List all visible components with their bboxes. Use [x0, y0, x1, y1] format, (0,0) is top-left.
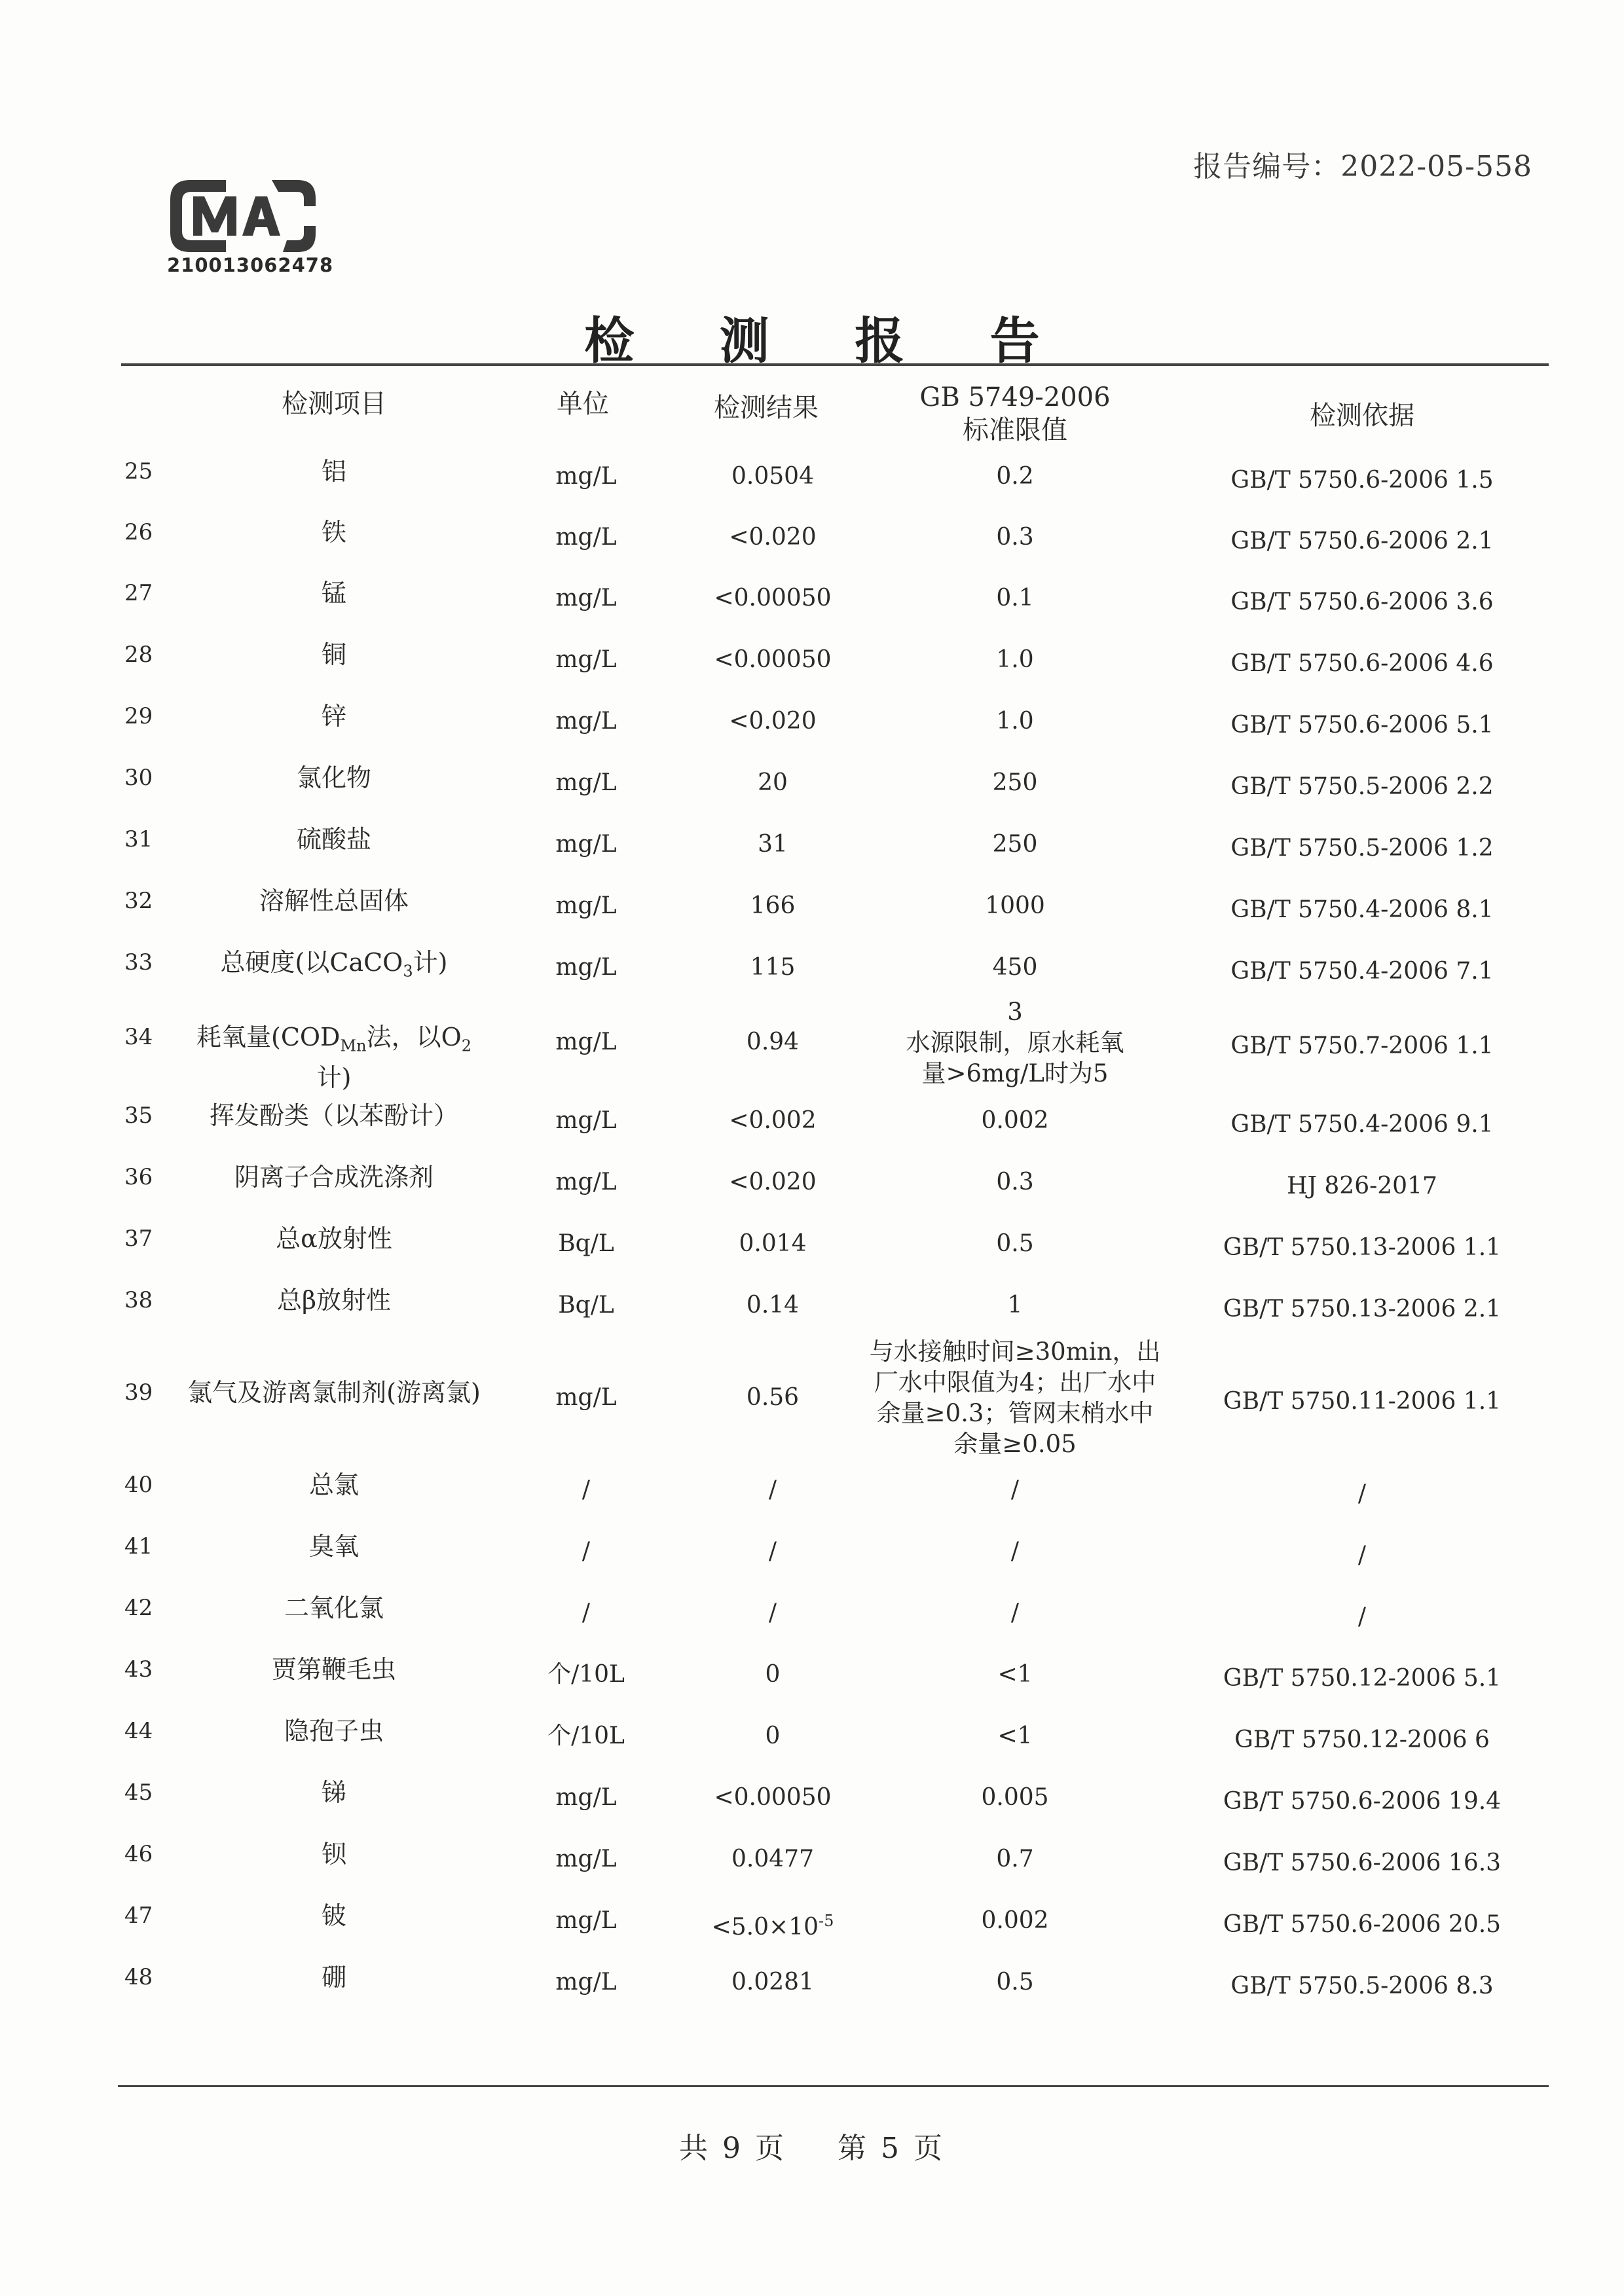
- limit-cell: 450: [992, 954, 1038, 981]
- unit-cell: mg/L: [555, 585, 617, 611]
- row-number: 37: [124, 1226, 153, 1252]
- unit-cell: mg/L: [555, 646, 617, 673]
- result-cell: /: [768, 1538, 777, 1565]
- item-name: 隐孢子虫: [284, 1717, 384, 1745]
- method-cell: /: [1357, 1542, 1367, 1569]
- method-cell: GB/T 5750.5-2006 8.3: [1230, 1973, 1494, 1999]
- row-number: 30: [124, 765, 153, 791]
- method-cell: GB/T 5750.12-2006 5.1: [1223, 1665, 1502, 1692]
- limit-cell: 0.1: [996, 585, 1034, 611]
- item-name-part: 耗氧量(COD: [196, 1023, 341, 1051]
- result-cell: <0.00050: [714, 1784, 832, 1811]
- item-name: 铍: [321, 1901, 346, 1930]
- item-name: 总α放射性: [276, 1224, 392, 1253]
- item-name: 锑: [321, 1778, 346, 1807]
- result-cell: <0.020: [729, 1169, 817, 1195]
- method-cell: GB/T 5750.6-2006 3.6: [1230, 589, 1494, 615]
- result-cell: 0.0504: [731, 463, 814, 490]
- row-number: 35: [124, 1102, 153, 1129]
- unit-cell: mg/L: [555, 463, 617, 490]
- row-number: 45: [124, 1779, 153, 1806]
- item-name: 氯化物: [296, 763, 371, 792]
- row-number: 34: [124, 1024, 153, 1050]
- result-cell: 31: [758, 831, 788, 858]
- result-cell: 0.014: [739, 1230, 807, 1257]
- row-number: 46: [124, 1841, 153, 1867]
- limit-cell: 0.3: [996, 524, 1034, 551]
- unit-cell: /: [581, 1599, 591, 1626]
- column-header-limit-line2: 标准限值: [963, 415, 1067, 445]
- unit-cell: mg/L: [555, 1846, 617, 1872]
- column-header-method: 检测依据: [1310, 401, 1414, 431]
- top-rule: [121, 363, 1549, 366]
- item-name: 阴离子合成洗涤剂: [234, 1163, 434, 1192]
- unit-cell: mg/L: [555, 1384, 617, 1411]
- item-name: 锌: [321, 702, 346, 731]
- method-cell: GB/T 5750.5-2006 2.2: [1230, 773, 1494, 800]
- result-cell: 0.14: [746, 1292, 800, 1319]
- cma-logo: [164, 167, 321, 265]
- item-name: 硼: [321, 1963, 346, 1992]
- result-cell: /: [768, 1599, 777, 1626]
- limit-cell: /: [1010, 1538, 1020, 1565]
- item-name-subscript: 2: [461, 1036, 471, 1055]
- method-cell: GB/T 5750.6-2006 4.6: [1230, 650, 1494, 677]
- method-cell: GB/T 5750.13-2006 1.1: [1223, 1234, 1502, 1261]
- unit-cell: mg/L: [555, 892, 617, 919]
- item-name: 硫酸盐: [296, 825, 371, 854]
- column-header-limit: [851, 381, 1179, 446]
- row-number: 43: [124, 1656, 153, 1683]
- limit-line: 3: [1007, 997, 1023, 1026]
- row-number: 42: [124, 1595, 153, 1621]
- row-number: 28: [124, 642, 153, 668]
- result-cell: /: [768, 1476, 777, 1503]
- limit-cell: 0.7: [996, 1846, 1034, 1872]
- unit-cell: mg/L: [555, 1784, 617, 1811]
- total-pages: 共 9 页: [679, 2132, 786, 2165]
- limit-cell: 250: [992, 831, 1038, 858]
- row-number: 33: [124, 949, 153, 975]
- limit-cell: 0.3: [996, 1169, 1034, 1195]
- item-name-part: 计): [413, 948, 448, 977]
- row-number: 26: [124, 519, 153, 545]
- item-name: [183, 1021, 485, 1093]
- column-header-result: 检测结果: [714, 393, 819, 423]
- limit-cell: 0.2: [996, 463, 1034, 490]
- row-number: 44: [124, 1718, 153, 1744]
- item-name: 铜: [321, 640, 346, 669]
- limit-cell: 0.002: [981, 1907, 1049, 1934]
- method-cell: GB/T 5750.6-2006 20.5: [1223, 1911, 1502, 1938]
- result-cell: <0.020: [729, 708, 817, 735]
- page-footer: [0, 2124, 1624, 2166]
- limit-cell: 1.0: [996, 646, 1034, 673]
- row-number: 47: [124, 1903, 153, 1929]
- method-cell: GB/T 5750.5-2006 1.2: [1230, 835, 1494, 862]
- result-cell: 115: [750, 954, 796, 981]
- result-cell: 0: [765, 1722, 781, 1749]
- row-number: 36: [124, 1164, 153, 1190]
- unit-cell: Bq/L: [558, 1292, 614, 1319]
- row-number: 31: [124, 826, 153, 852]
- unit-cell: /: [581, 1538, 591, 1565]
- unit-cell: mg/L: [555, 1907, 617, 1934]
- page-title: 检 测 报 告: [584, 312, 1074, 370]
- item-name: 贾第鞭毛虫: [271, 1655, 396, 1684]
- result-part: <5.0×10: [711, 1914, 819, 1941]
- item-name-part: 法，以O: [366, 1023, 462, 1051]
- unit-cell: mg/L: [555, 1169, 617, 1195]
- limit-cell: 1000: [985, 892, 1045, 919]
- result-cell: 0: [765, 1661, 781, 1688]
- limit-line: 厂水中限值为4；出厂水中: [874, 1368, 1156, 1396]
- item-name: 锰: [321, 579, 346, 608]
- method-cell: GB/T 5750.4-2006 9.1: [1230, 1111, 1494, 1138]
- result-superscript: -5: [819, 1912, 834, 1930]
- limit-cell: 0.002: [981, 1107, 1049, 1134]
- unit-cell: Bq/L: [558, 1230, 614, 1257]
- item-name: 氯气及游离氯制剂(游离氯): [187, 1378, 481, 1407]
- method-cell: HJ 826-2017: [1287, 1173, 1437, 1199]
- limit-cell: 0.5: [996, 1230, 1034, 1257]
- limit-cell: [845, 996, 1185, 1089]
- item-name-part: 计): [316, 1063, 352, 1092]
- unit-cell: mg/L: [555, 1107, 617, 1134]
- result-cell: 20: [758, 769, 788, 796]
- limit-cell: 1.0: [996, 708, 1034, 735]
- limit-cell: 250: [992, 769, 1038, 796]
- limit-cell: /: [1010, 1476, 1020, 1503]
- method-cell: GB/T 5750.4-2006 7.1: [1230, 958, 1494, 985]
- item-name: 钡: [321, 1840, 346, 1868]
- column-header-item: 检测项目: [282, 389, 386, 419]
- unit-cell: mg/L: [555, 831, 617, 858]
- item-name: [183, 947, 485, 987]
- result-cell: 0.94: [746, 1029, 800, 1055]
- limit-line: 余量≥0.3；管网末梢水中: [876, 1399, 1154, 1427]
- method-cell: GB/T 5750.6-2006 16.3: [1223, 1850, 1502, 1876]
- limit-line: 量>6mg/L时为5: [921, 1059, 1109, 1087]
- limit-cell: 0.005: [981, 1784, 1049, 1811]
- limit-cell: [845, 1336, 1185, 1459]
- current-page: 第 5 页: [838, 2132, 945, 2165]
- method-cell: GB/T 5750.7-2006 1.1: [1230, 1032, 1494, 1059]
- item-name: 臭氧: [308, 1532, 359, 1561]
- result-cell: [674, 1905, 871, 1943]
- item-name: 二氧化氯: [284, 1594, 384, 1622]
- row-number: 29: [124, 703, 153, 729]
- unit-cell: /: [581, 1476, 591, 1503]
- unit-cell: mg/L: [555, 1969, 617, 1995]
- result-cell: <0.002: [729, 1107, 817, 1134]
- unit-cell: 个/10L: [547, 1722, 625, 1749]
- limit-line: 与水接触时间≥30min，出: [869, 1338, 1161, 1366]
- method-cell: GB/T 5750.11-2006 1.1: [1223, 1388, 1502, 1415]
- unit-cell: mg/L: [555, 769, 617, 796]
- item-name-subscript: Mn: [340, 1036, 367, 1055]
- row-number: 38: [124, 1287, 153, 1313]
- limit-cell: <1: [997, 1661, 1033, 1688]
- result-cell: <0.00050: [714, 646, 832, 673]
- limit-line: 余量≥0.05: [953, 1430, 1077, 1458]
- column-header-limit-line1: GB 5749-2006: [919, 382, 1111, 412]
- column-header-unit: 单位: [557, 389, 609, 419]
- method-cell: GB/T 5750.6-2006 19.4: [1223, 1788, 1502, 1815]
- method-cell: /: [1357, 1603, 1367, 1630]
- limit-line: 水源限制，原水耗氧: [906, 1028, 1124, 1057]
- method-cell: GB/T 5750.4-2006 8.1: [1230, 896, 1494, 923]
- result-cell: <0.00050: [714, 585, 832, 611]
- method-cell: GB/T 5750.6-2006 5.1: [1230, 712, 1494, 738]
- method-cell: GB/T 5750.6-2006 1.5: [1230, 467, 1494, 494]
- method-cell: GB/T 5750.12-2006 6: [1234, 1726, 1490, 1753]
- row-number: 32: [124, 888, 153, 914]
- row-number: 41: [124, 1533, 153, 1559]
- row-number: 39: [124, 1379, 153, 1406]
- row-number: 27: [124, 580, 153, 606]
- limit-cell: <1: [997, 1722, 1033, 1749]
- result-cell: 0.56: [746, 1384, 800, 1411]
- item-name: 总氯: [308, 1470, 359, 1499]
- item-name: 铝: [321, 457, 346, 486]
- unit-cell: mg/L: [555, 1029, 617, 1055]
- item-name: 溶解性总固体: [259, 886, 409, 915]
- result-cell: 166: [750, 892, 796, 919]
- unit-cell: mg/L: [555, 708, 617, 735]
- unit-cell: mg/L: [555, 524, 617, 551]
- unit-cell: 个/10L: [547, 1661, 625, 1688]
- report-number: 报告编号：2022-05-558: [1193, 150, 1532, 183]
- result-cell: <0.020: [729, 524, 817, 551]
- result-cell: 0.0477: [731, 1846, 814, 1872]
- result-cell: 0.0281: [731, 1969, 814, 1995]
- limit-cell: 1: [1007, 1292, 1023, 1319]
- method-cell: GB/T 5750.6-2006 2.1: [1230, 528, 1494, 555]
- unit-cell: mg/L: [555, 954, 617, 981]
- limit-cell: /: [1010, 1599, 1020, 1626]
- limit-cell: 0.5: [996, 1969, 1034, 1995]
- method-cell: GB/T 5750.13-2006 2.1: [1223, 1296, 1502, 1322]
- item-name: 挥发酚类（以苯酚计）: [209, 1101, 458, 1130]
- item-name-subscript: 3: [403, 962, 413, 981]
- item-name: 铁: [321, 518, 346, 547]
- bottom-rule: [118, 2085, 1549, 2087]
- item-name: 总β放射性: [277, 1286, 391, 1315]
- method-cell: /: [1357, 1480, 1367, 1507]
- item-name-part: 总硬度(以CaCO: [220, 948, 403, 977]
- row-number: 25: [124, 458, 153, 484]
- cma-number: 210013062478: [167, 254, 334, 276]
- row-number: 48: [124, 1964, 153, 1990]
- row-number: 40: [124, 1472, 153, 1498]
